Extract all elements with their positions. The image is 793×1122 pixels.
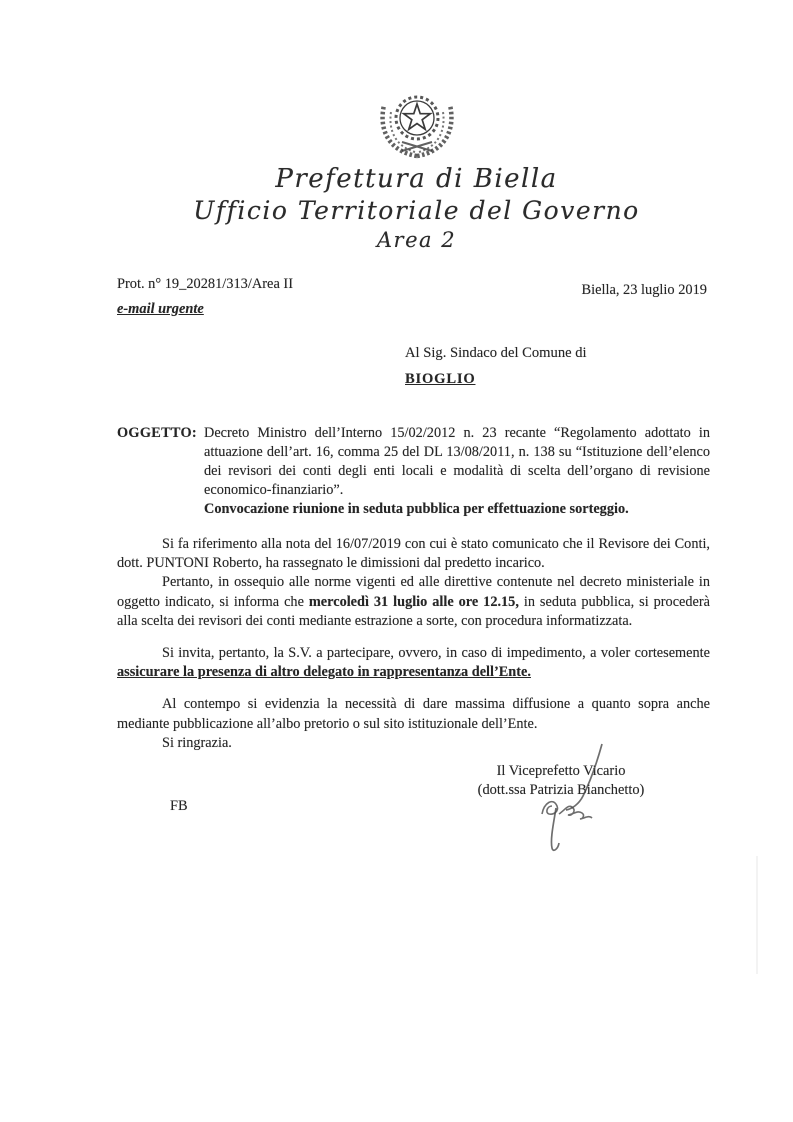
recipient-municipality: BIOGLIO bbox=[405, 371, 476, 387]
clerk-initials: FB bbox=[170, 798, 188, 814]
subject-block bbox=[117, 424, 710, 519]
signature-block bbox=[455, 762, 667, 800]
subject-text-paragraph: Decreto Ministro dell’Interno 15/02/2012 n. 23 recante “Regolamento adottato in attuazione dell’art. 16, comma 25 del DL 13/08/2011, n. 138 su “Istituzione dell’elenco dei revisori dei conti degli enti locali e modalità di scelta dell’organo di revisione economico-finanziario”. bbox=[204, 425, 710, 498]
subject-text bbox=[204, 424, 710, 519]
letterhead-department: Ufficio Territoriale del Governo bbox=[193, 196, 640, 225]
recipient-block bbox=[405, 344, 587, 389]
body-paragraph-3: Si invita, pertanto, la S.V. a partecipare, ovvero, in caso di impedimento, a voler cortesemente assicurare la presenza di altro delegato in rappresentanza dell’Ente. bbox=[117, 645, 710, 681]
body-paragraph-4: Al contempo si evidenzia la necessità di dare massima diffusione a quanto sopra anche mediante pubblicazione all’albo pretorio o sul sito istituzionale dell’Ente. bbox=[117, 696, 710, 732]
subject-bold-line: Convocazione riunione in seduta pubblica per effettuazione sorteggio. bbox=[204, 501, 629, 517]
signer-name: (dott.ssa Patrizia Bianchetto) bbox=[477, 782, 645, 798]
protocol-number: Prot. n° 19_20281/313/Area II bbox=[117, 276, 294, 292]
delivery-note: e-mail urgente bbox=[117, 301, 204, 317]
subject-label: OGGETTO: bbox=[117, 425, 197, 441]
body-paragraph-2: Pertanto, in ossequio alle norme vigenti ed alle direttive contenute nel decreto ministeriale in oggetto indicato, si informa che mercoledì 31 luglio alle ore 12.15, in seduta pubblica, si procederà alla scelta dei revisori dei conti mediante estrazione a sorte, con procedura informatizzata. bbox=[117, 574, 710, 629]
letterhead-area: Area 2 bbox=[376, 228, 457, 252]
letterhead-office: Prefettura di Biella bbox=[275, 164, 558, 194]
scan-artifact-line bbox=[756, 856, 758, 974]
body-paragraph-5: Si ringrazia. bbox=[162, 734, 232, 751]
italian-republic-emblem-icon bbox=[371, 82, 463, 160]
place-and-date: Biella, 23 luglio 2019 bbox=[581, 282, 707, 298]
body-paragraphs bbox=[117, 535, 710, 753]
meta-row bbox=[117, 276, 707, 298]
letterhead bbox=[20, 82, 793, 252]
recipient-line: Al Sig. Sindaco del Comune di bbox=[405, 345, 587, 361]
body-paragraph-1: Si fa riferimento alla nota del 16/07/2019 con cui è stato comunicato che il Revisore dei Conti, dott. PUNTONI Roberto, ha rassegnato le dimissioni dal predetto incarico. bbox=[117, 536, 710, 572]
signer-role: Il Viceprefetto Vicario bbox=[496, 763, 626, 779]
